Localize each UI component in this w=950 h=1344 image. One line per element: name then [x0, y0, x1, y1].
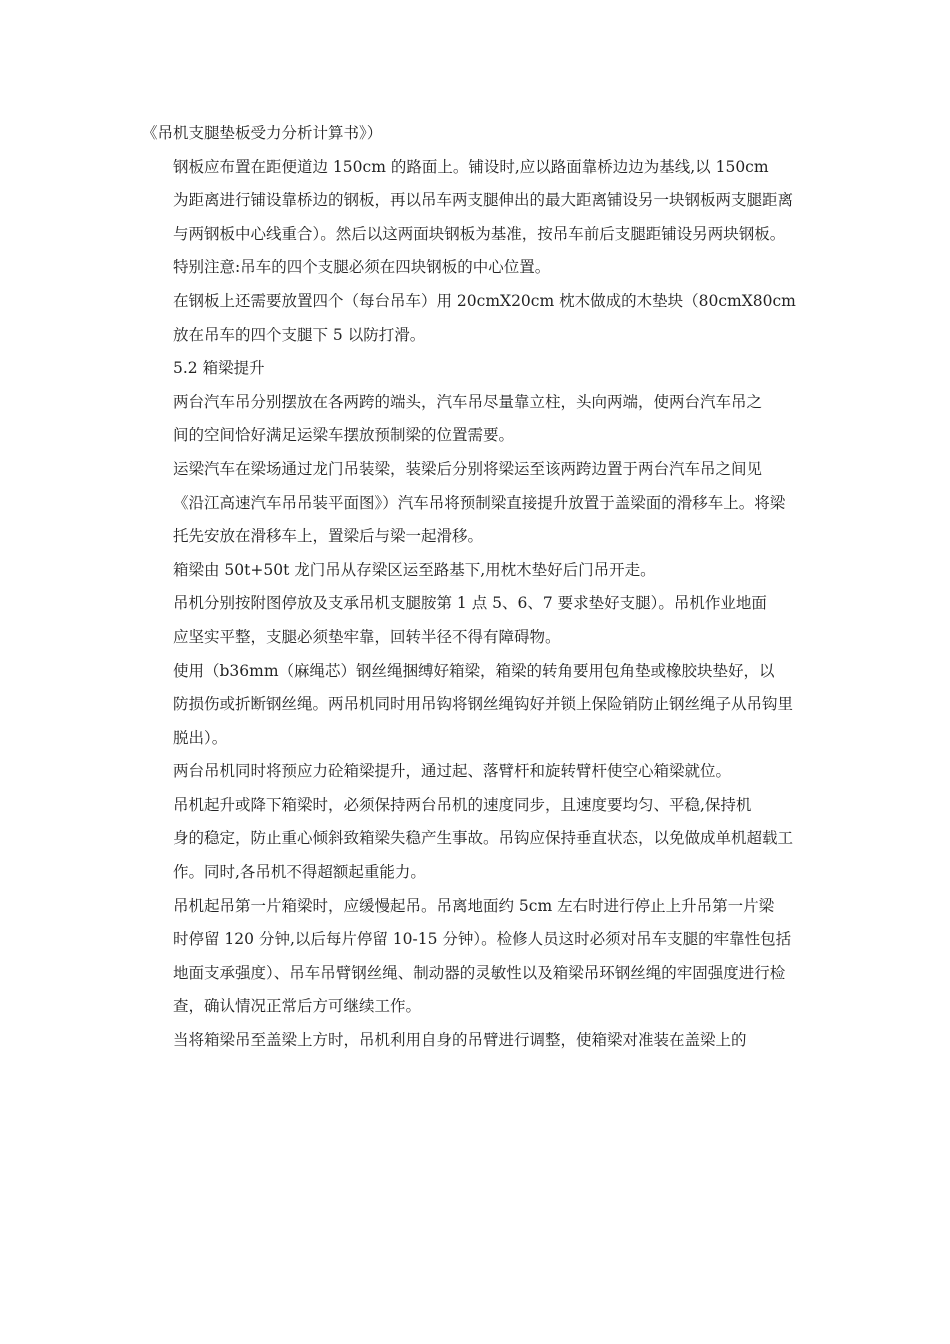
- text-line: 时停留 120 分钟,以后每片停留 10-15 分钟）。检修人员这时必须对吊车支腿的牢靠性包括: [173, 930, 792, 949]
- paragraph: [142, 587, 832, 654]
- text-line: 托先安放在滑移车上，置梁后与梁一起滑移。: [173, 527, 484, 546]
- paragraph: [142, 453, 832, 554]
- text-line: 两台吊机同时将预应力砼箱梁提升，通过起、落臂杆和旋转臂杆使空心箱梁就位。: [173, 762, 732, 781]
- text-line: 防损伤或折断钢丝绳。两吊机同时用吊钩将钢丝绳钩好并锁上保险销防止钢丝绳子从吊钩里: [173, 695, 794, 714]
- text-line: 运梁汽车在梁场通过龙门吊装梁，装梁后分别将梁运至该两跨边置于两台汽车吊之间见: [173, 459, 763, 478]
- text-line: 两台汽车吊分别摆放在各两跨的端头，汽车吊尽量靠立柱，头向两端，使两台汽车吊之: [173, 392, 763, 411]
- text-line: 吊机分别按附图停放及支承吊机支腿胺第 1 点 5、6、7 要求垫好支腿）。吊机作业地面: [173, 594, 767, 613]
- text-line: 当将箱梁吊至盖梁上方时，吊机利用自身的吊臂进行调整，使箱梁对准装在盖梁上的: [173, 1031, 747, 1050]
- text-line: 应坚实平整，支腿必须垫牢靠，回转半径不得有障碍物。: [173, 627, 561, 646]
- text-line: 间的空间恰好满足运梁车摆放预制梁的位置需要。: [173, 426, 515, 445]
- paragraph: [142, 151, 832, 285]
- text-line: 特别注意:吊车的四个支腿必须在四块钢板的中心位置。: [173, 258, 551, 277]
- text-line: 钢板应布置在距便道边 150cm 的路面上。铺设时,应以路面靠桥边边为基线,以 150cm: [173, 157, 769, 176]
- paragraph: [142, 789, 832, 890]
- paragraph: [142, 352, 832, 386]
- paragraph: [142, 117, 832, 151]
- text-line: 吊机起吊第一片箱梁时，应缓慢起吊。吊离地面约 5cm 左右时进行停止上升吊第一片梁: [173, 896, 775, 915]
- text-line: 查，确认情况正常后方可继续工作。: [173, 997, 422, 1016]
- text-line: 吊机起升或降下箱梁时，必须保持两台吊机的速度同步，且速度要均匀、平稳,保持机: [173, 795, 752, 814]
- text-line: 使用（b36mm（麻绳芯）钢丝绳捆缚好箱梁，箱梁的转角要用包角垫或橡胶块垫好，以: [173, 661, 775, 680]
- paragraph: [142, 386, 832, 453]
- document-body: [142, 117, 832, 1058]
- paragraph: [142, 285, 832, 352]
- text-line: 作。同时,各吊机不得超额起重能力。: [173, 863, 426, 882]
- paragraph: [142, 890, 832, 1024]
- paragraph: [142, 554, 832, 588]
- text-line: 地面支承强度）、吊车吊臂钢丝绳、制动器的灵敏性以及箱梁吊环钢丝绳的牢固强度进行检: [173, 963, 786, 982]
- text-line: 《吊机支腿垫板受力分析计算书》）: [142, 124, 383, 142]
- text-line: 身的稳定，防止重心倾斜致箱梁失稳产生事故。吊钩应保持垂直状态，以免做成单机超载工: [173, 829, 794, 848]
- text-line: 放在吊车的四个支腿下 5 以防打滑。: [173, 325, 426, 344]
- text-line: 5.2 箱梁提升: [173, 359, 265, 378]
- paragraph: [142, 1024, 832, 1058]
- paragraph: [142, 755, 832, 789]
- text-line: 脱出）。: [173, 728, 228, 747]
- text-line: 在钢板上还需要放置四个（每台吊车）用 20cmX20cm 枕木做成的木垫块（80cmX80cm: [173, 291, 796, 310]
- text-line: 与两钢板中心线重合）。然后以这两面块钢板为基准，按吊车前后支腿距铺设另两块钢板。: [173, 224, 786, 243]
- text-line: 《沿江高速汽车吊吊装平面图》）汽车吊将预制梁直接提升放置于盖梁面的滑移车上。将梁: [173, 493, 786, 512]
- paragraph: [142, 655, 832, 756]
- text-line: 箱梁由 50t+50t 龙门吊从存梁区运至路基下,用枕木垫好后门吊开走。: [173, 560, 656, 579]
- text-line: 为距离进行铺设靠桥边的钢板，再以吊车两支腿伸出的最大距离铺设另一块钢板两支腿距离: [173, 191, 794, 210]
